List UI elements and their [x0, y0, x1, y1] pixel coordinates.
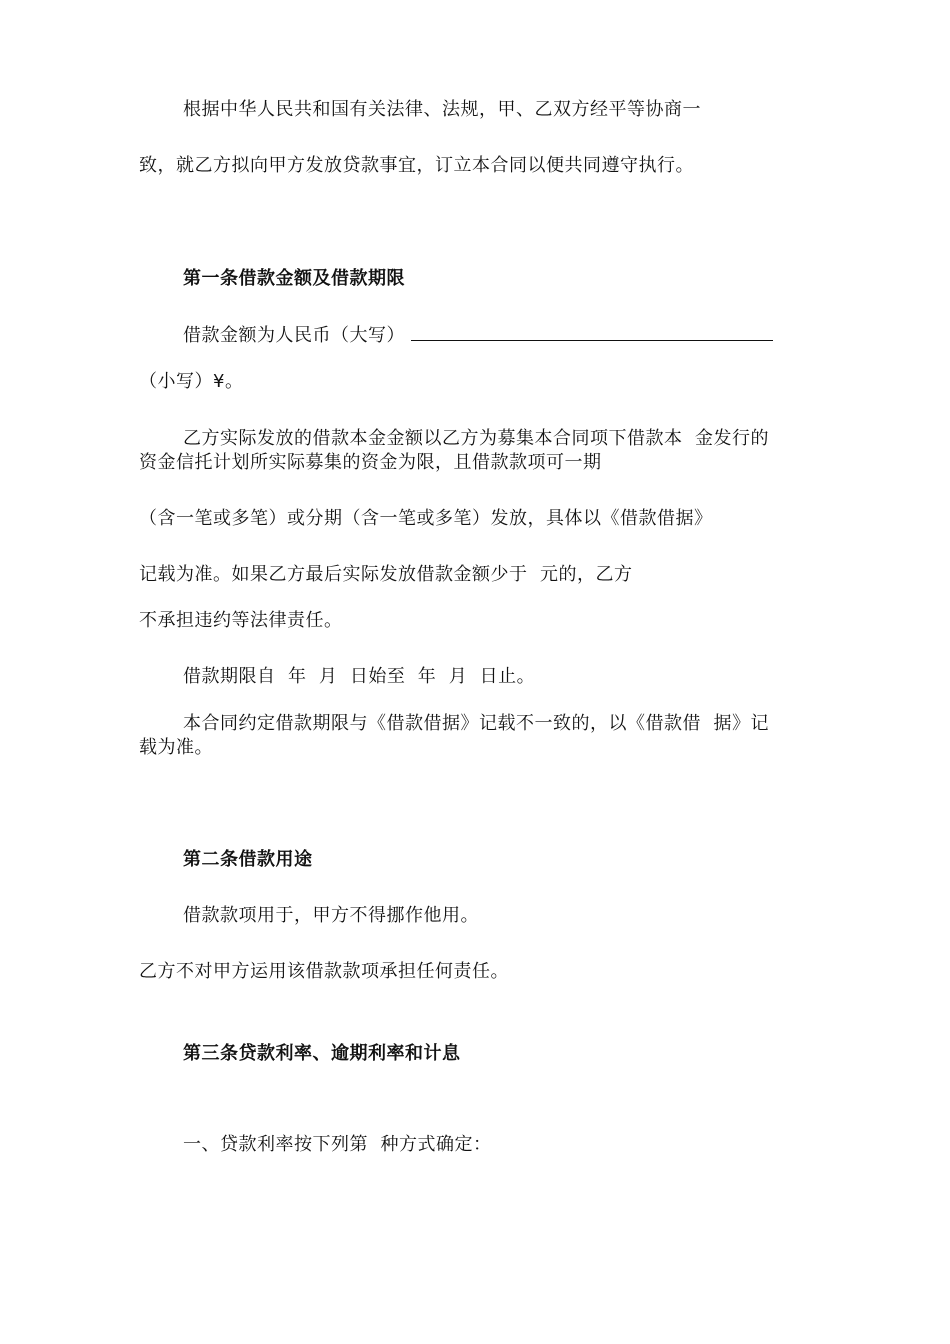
- article-1-para-2-line-2: 载为准。: [139, 737, 213, 758]
- term-line: 借款期限自 年 月 日始至 年 月 日止。: [183, 666, 536, 687]
- article-3-line-1: 一、贷款利率按下列第 种方式确定：: [183, 1134, 492, 1155]
- article-1-para-1-line-3: （含一笔或多笔）或分期（含一笔或多笔）发放，具体以《借款借据》: [139, 508, 713, 529]
- article-1-heading: 第一条借款金额及借款期限: [183, 268, 405, 289]
- amount-blank-underline: [411, 324, 773, 341]
- amount-small-line: （小写）¥。: [139, 371, 244, 392]
- amount-label: 借款金额为人民币（大写）: [183, 325, 405, 346]
- amount-line: [183, 324, 773, 347]
- article-2-heading: 第二条借款用途: [183, 849, 313, 870]
- article-2-line-2: 乙方不对甲方运用该借款款项承担任何责任。: [139, 961, 509, 982]
- article-1-para-1-line-2: 资金信托计划所实际募集的资金为限，且借款款项可一期: [139, 452, 602, 473]
- article-1-para-1-line-5: 不承担违约等法律责任。: [139, 610, 343, 631]
- intro-line-1: 根据中华人民共和国有关法律、法规，甲、乙双方经平等协商一: [183, 99, 701, 120]
- article-1-para-1-line-1: 乙方实际发放的借款本金金额以乙方为募集本合同项下借款本 金发行的: [183, 428, 769, 449]
- article-1-para-2-line-1: 本合同约定借款期限与《借款借据》记载不一致的，以《借款借 据》记: [183, 713, 769, 734]
- article-3-heading: 第三条贷款利率、逾期利率和计息: [183, 1043, 461, 1064]
- article-2-line-1: 借款款项用于，甲方不得挪作他用。: [183, 905, 479, 926]
- intro-line-2: 致，就乙方拟向甲方发放贷款事宜，订立本合同以便共同遵守执行。: [139, 155, 694, 176]
- article-1-para-1-line-4: 记载为准。如果乙方最后实际发放借款金额少于 元的，乙方: [139, 564, 633, 585]
